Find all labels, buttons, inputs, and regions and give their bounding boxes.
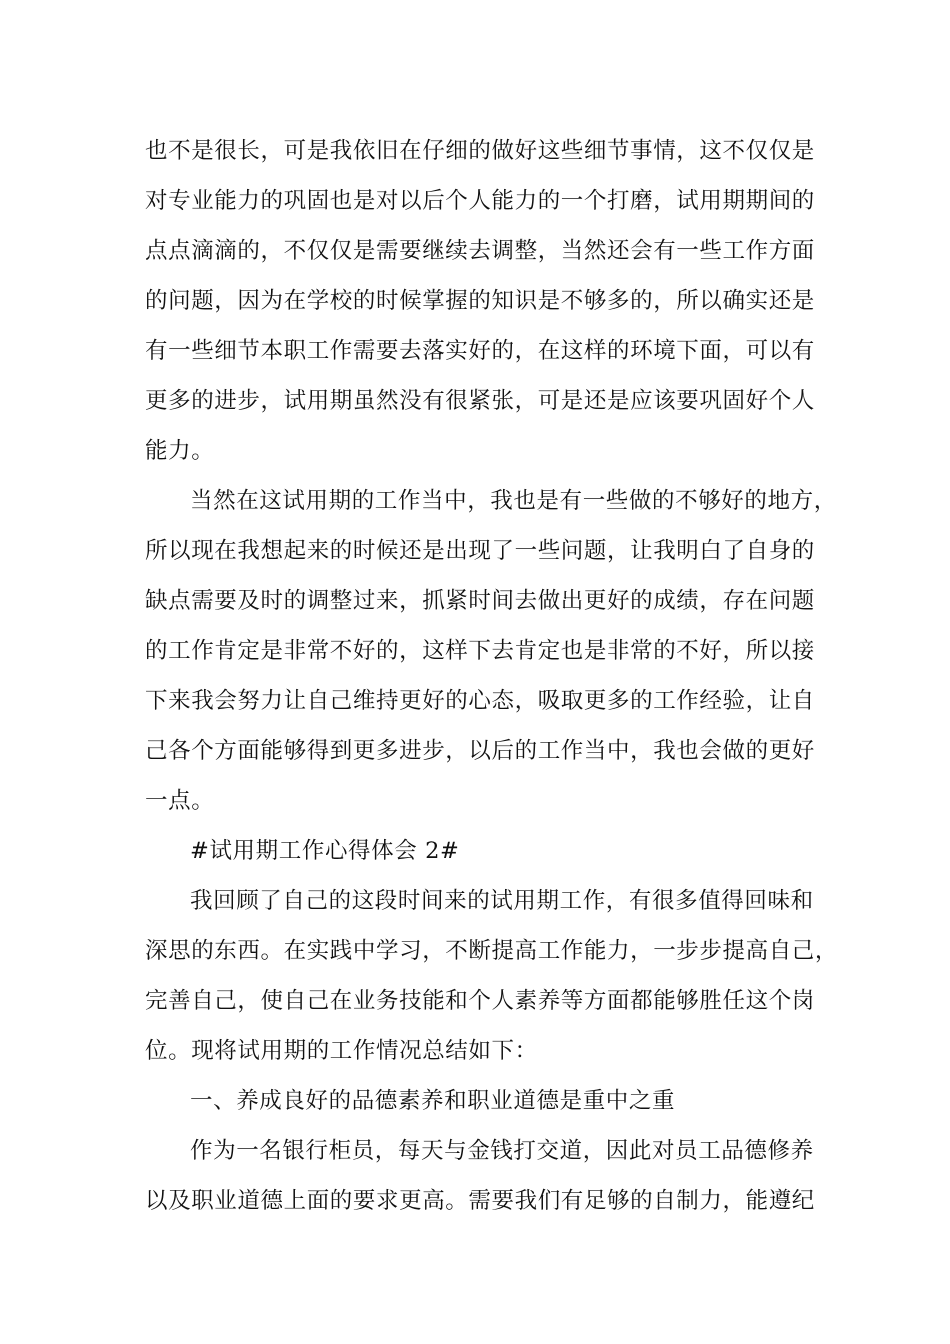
paragraph-line: 能力。 xyxy=(145,438,215,464)
paragraph-line: 完善自己，使自己在业务技能和个人素养等方面都能够胜任这个岗 xyxy=(145,988,815,1014)
paragraph-line: 深思的东西。在实践中学习，不断提高工作能力，一步步提高自己， xyxy=(145,938,839,964)
paragraph-line: 当然在这试用期的工作当中，我也是有一些做的不够好的地方， xyxy=(190,488,837,514)
paragraph-line: 更多的进步，试用期虽然没有很紧张，可是还是应该要巩固好个人 xyxy=(145,388,815,414)
paragraph-line: 我回顾了自己的这段时间来的试用期工作，有很多值得回味和 xyxy=(190,888,814,914)
subsection-heading: 一、养成良好的品德素养和职业道德是重中之重 xyxy=(190,1088,676,1114)
paragraph-line: 一点。 xyxy=(145,788,215,814)
paragraph-line: 位。现将试用期的工作情况总结如下： xyxy=(145,1038,538,1064)
paragraph-line: 的工作肯定是非常不好的，这样下去肯定也是非常的不好，所以接 xyxy=(145,638,815,664)
paragraph-line: 的问题，因为在学校的时候掌握的知识是不够多的，所以确实还是 xyxy=(145,288,815,314)
section-heading: #试用期工作心得体会 2# xyxy=(190,838,460,864)
paragraph-line: 所以现在我想起来的时候还是出现了一些问题，让我明白了自身的 xyxy=(145,538,815,564)
paragraph-line: 作为一名银行柜员，每天与金钱打交道，因此对员工品德修养 xyxy=(190,1138,814,1164)
paragraph-line: 缺点需要及时的调整过来，抓紧时间去做出更好的成绩，存在问题 xyxy=(145,588,815,614)
paragraph-line: 对专业能力的巩固也是对以后个人能力的一个打磨，试用期期间的 xyxy=(145,188,815,214)
paragraph-line: 也不是很长，可是我依旧在仔细的做好这些细节事情，这不仅仅是 xyxy=(145,138,815,164)
paragraph-line: 下来我会努力让自己维持更好的心态，吸取更多的工作经验，让自 xyxy=(145,688,815,714)
paragraph-line: 以及职业道德上面的要求更高。需要我们有足够的自制力，能遵纪 xyxy=(145,1188,815,1214)
paragraph-line: 点点滴滴的，不仅仅是需要继续去调整，当然还会有一些工作方面 xyxy=(145,238,815,264)
paragraph-line: 有一些细节本职工作需要去落实好的，在这样的环境下面，可以有 xyxy=(145,338,815,364)
paragraph-line: 己各个方面能够得到更多进步，以后的工作当中，我也会做的更好 xyxy=(145,738,815,764)
